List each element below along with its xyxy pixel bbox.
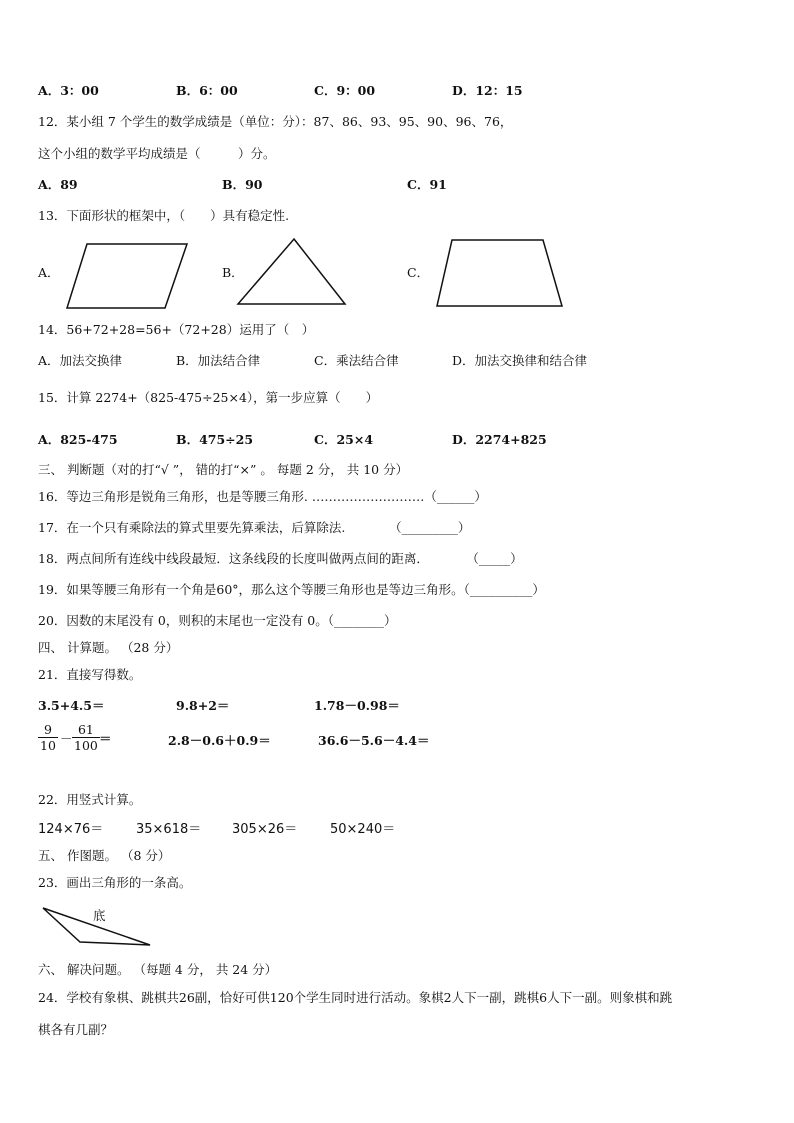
q15-option-b: B．475÷25 (176, 432, 254, 447)
q21-minus-sign: － (60, 731, 73, 746)
parallelogram-shape (66, 243, 190, 309)
section4-heading: 四、 计算题。 （28 分） (38, 640, 179, 655)
q22-item-4: 50×240＝ (330, 822, 396, 837)
q11-option-c: C．9：00 (314, 83, 376, 98)
q23-base-label: 底 (93, 908, 106, 923)
section5-heading: 五、 作图题。 （8 分） (38, 848, 171, 863)
q19-statement: 19．如果等腰三角形有一个角是60°，那么这个等腰三角形也是等边三角形。（__________） (38, 582, 545, 597)
q16-statement: 16．等边三角形是锐角三角形，也是等腰三角形. ………………………（______） (38, 489, 487, 504)
q11-option-a: A．3：00 (38, 83, 99, 98)
q15-option-c: C．25×4 (314, 432, 374, 447)
q11-option-d: D．12：15 (452, 83, 523, 98)
q22-item-1: 124×76＝ (38, 822, 104, 837)
q21-fraction-1 (38, 722, 58, 753)
q21-fraction-2 (72, 722, 100, 753)
q13-stem: 13．下面形状的框架中，（ ）具有稳定性. (38, 208, 290, 223)
q21-item-6: 36.6－5.6－4.4＝ (318, 733, 430, 748)
q13-label-c: C． (407, 265, 430, 280)
fraction-2-denominator: 100 (74, 738, 98, 753)
section3-heading: 三、 判断题（对的打“√ ”， 错的打“×” 。 每题 2 分， 共 10 分） (38, 462, 409, 477)
q15-option-d: D．2274+825 (452, 432, 547, 447)
q12-option-b: B．90 (222, 177, 263, 192)
q14-option-d: D．加法交换律和结合律 (452, 353, 588, 368)
q20-statement: 20．因数的末尾没有 0，则积的末尾也一定没有 0。（________） (38, 613, 397, 628)
q12-option-c: C．91 (407, 177, 447, 192)
trapezoid-shape (435, 238, 565, 308)
q21-item-1: 3.5+4.5＝ (38, 698, 105, 713)
q22-item-2: 35×618＝ (136, 822, 202, 837)
triangle-shape (236, 238, 348, 306)
q14-stem: 14．56+72+28=56+（72+28）运用了（ ） (38, 322, 315, 337)
q15-stem: 15．计算 2274+（825-475÷25×4），第一步应算（ ） (38, 390, 379, 405)
q21-stem: 21．直接写得数。 (38, 667, 142, 682)
q21-item-2: 9.8+2＝ (176, 698, 230, 713)
q21-item-3: 1.78－0.98＝ (314, 698, 400, 713)
q12-stem-line2: 这个小组的数学平均成绩是（ ）分。 (38, 146, 276, 161)
q14-option-a: A．加法交换律 (38, 353, 123, 368)
q18-statement: 18．两点间所有连线中线段最短．这条线段的长度叫做两点间的距离． （_____） (38, 551, 523, 566)
fraction-2-numerator: 61 (72, 722, 100, 738)
fraction-1-numerator: 9 (38, 722, 58, 738)
q14-option-c: C．乘法结合律 (314, 353, 399, 368)
q22-stem: 22．用竖式计算。 (38, 792, 142, 807)
q23-stem: 23．画出三角形的一条高。 (38, 875, 192, 890)
q14-option-b: B．加法结合律 (176, 353, 261, 368)
fraction-1-denominator: 10 (40, 738, 56, 753)
q21-item-5: 2.8－0.6＋0.9＝ (168, 733, 271, 748)
q13-label-b: B． (222, 265, 244, 280)
q21-equals-sign: ＝ (99, 731, 112, 746)
q12-option-a: A．89 (38, 177, 78, 192)
section6-heading: 六、 解决问题。 （每题 4 分， 共 24 分） (38, 962, 278, 977)
q12-stem-line1: 12．某小组 7 个学生的数学成绩是（单位：分）：87、86、93、95、90、96、76， (38, 114, 513, 129)
q22-item-3: 305×26＝ (232, 822, 298, 837)
q13-label-a: A． (38, 265, 60, 280)
q24-stem-line2: 棋各有几副？ (38, 1022, 114, 1037)
q24-stem-line1: 24．学校有象棋、跳棋共26副，恰好可供120个学生同时进行活动。象棋2人下一副，跳棋6人下一副。则象棋和跳 (38, 990, 673, 1005)
q15-option-a: A．825-475 (38, 432, 118, 447)
q11-option-b: B．6：00 (176, 83, 238, 98)
q17-statement: 17．在一个只有乘除法的算式里要先算乘法，后算除法. （_________） (38, 520, 471, 535)
